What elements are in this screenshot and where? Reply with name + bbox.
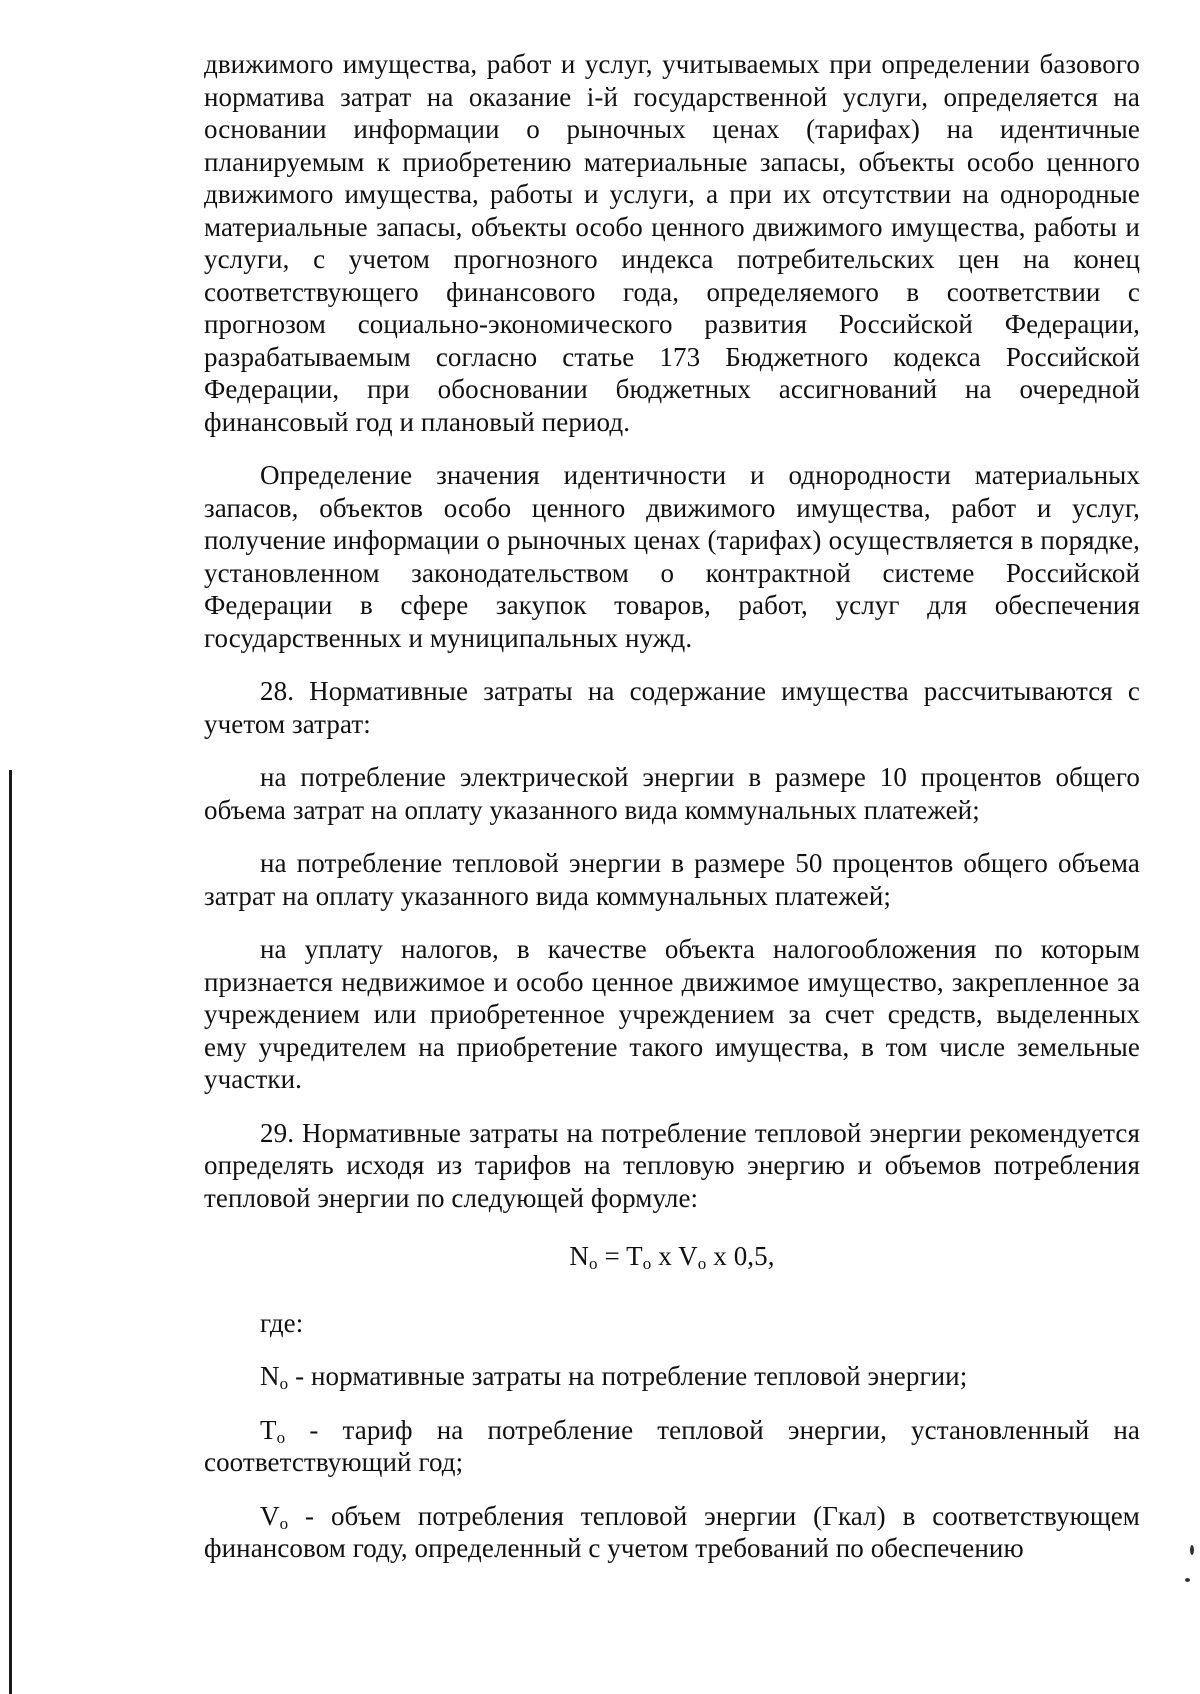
scan-speck xyxy=(1190,1545,1194,1555)
definition-n-text: - нормативные затраты на потребление тепловой энергии; xyxy=(288,1361,968,1391)
definition-t xyxy=(204,1414,1140,1479)
definition-v-text: - объем потребления тепловой энергии (Гкал) в соответствующем финансовом году, определенный с учетом требований по обеспечению xyxy=(204,1500,1140,1563)
formula xyxy=(204,1240,1140,1273)
paragraph-continued: движимого имущества, работ и услуг, учитываемых при определении базового норматива затрат на оказание i-й государственной услуги, определяется на основании информации о рыночных ценах (тарифах) на идентичные планируемым к приобретению материальные запасы, объекты особо ценного движимого имущества, работы и услуги, а при их отсутствии на однородные материальные запасы, объекты особо ценного движимого имущества, работы и услуги, с учетом прогнозного индекса потребительских цен на конец соответствующего финансового года, определяемого в соответствии с прогнозом социально-экономического развития Российской Федерации, разрабатываемым согласно статье 173 Бюджетного кодекса Российской Федерации, при обосновании бюджетных ассигнований на очередной финансовый год и плановый период. xyxy=(204,49,1140,437)
definition-n-sub: o xyxy=(279,1374,289,1393)
definition-t-sub: o xyxy=(276,1427,286,1447)
formula-v: V xyxy=(678,1241,698,1271)
definition-t-letter: T xyxy=(260,1414,277,1445)
paragraph-electric-energy: на потребление электрической энергии в размере 10 процентов общего объема затрат на оплату указанного вида коммунальных платежей; xyxy=(204,762,1140,825)
definition-v-letter: V xyxy=(260,1500,280,1531)
definition-n-letter: N xyxy=(260,1361,280,1391)
scan-binding-edge xyxy=(9,770,12,1694)
paragraph-heat-energy: на потребление тепловой энергии в размере 50 процентов общего объема затрат на оплату указанного вида коммунальных платежей; xyxy=(204,848,1140,911)
definition-v xyxy=(204,1500,1140,1565)
formula-n: N xyxy=(569,1241,589,1271)
document-body xyxy=(204,48,1140,1586)
formula-tail: x 0,5, xyxy=(706,1241,775,1271)
formula-x: x xyxy=(651,1241,679,1271)
definition-n xyxy=(204,1360,1140,1393)
scan-speck xyxy=(1185,1578,1190,1582)
where-label: где: xyxy=(260,1307,304,1338)
formula-t-sub: o xyxy=(642,1254,652,1273)
paragraph-28: 28. Нормативные затраты на содержание имущества рассчитываются с учетом затрат: xyxy=(204,676,1140,739)
formula-eq: = xyxy=(597,1241,627,1271)
formula-t: T xyxy=(626,1241,643,1271)
definition-v-sub: o xyxy=(279,1513,289,1533)
definition-t-text: - тариф на потребление тепловой энергии, установленный на соответствующий год; xyxy=(204,1414,1140,1477)
paragraph-taxes: на уплату налогов, в качестве объекта налогообложения по которым признается недвижимое и особо ценное движимое имущество, закрепленное за учреждением или приобретенное учреждением за счет средств, выделенных ему учредителем на приобретение такого имущества, в том числе земельные участки. xyxy=(204,934,1140,1094)
paragraph-identity-definition: Определение значения идентичности и однородности материальных запасов, объектов особо ценного движимого имущества, работ и услуг, получение информации о рыночных ценах (тарифах) осуществляется в порядке, установленном законодательством о контрактной системе Российской Федерации в сфере закупок товаров, работ, услуг для обеспечения государственных и муниципальных нужд. xyxy=(204,460,1140,653)
paragraph-29: 29. Нормативные затраты на потребление тепловой энергии рекомендуется определять исходя из тарифов на тепловую энергию и объемов потребления тепловой энергии по следующей формуле: xyxy=(204,1117,1140,1213)
formula-v-sub: o xyxy=(697,1254,707,1273)
formula-n-sub: o xyxy=(589,1254,598,1273)
